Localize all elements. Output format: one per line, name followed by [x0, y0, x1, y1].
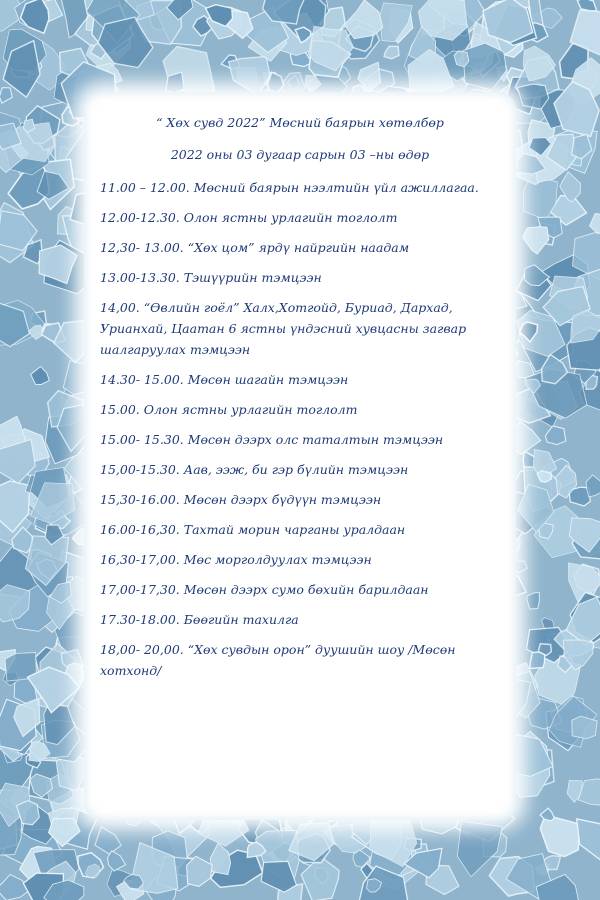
ice-crystal [0, 88, 12, 104]
program-item: 15,30-16.00. Мөсөн дээрх бүдүүн тэмцээн [100, 492, 382, 507]
ice-crystal [545, 426, 566, 445]
ice-crystal [577, 0, 597, 11]
program-item: 15.00. Олон ястны урлагийн тоглолт [100, 402, 358, 417]
program-item-list [100, 177, 500, 681]
program-item: 14,00. “Өвлийн гоёл” Халх,Хотгойд, Буриад, Дархад, Урианхай, Цаатан 6 ястны үндэсний хувцасны загвар шалгаруулах тэмцээн [100, 300, 467, 357]
program-item: 12.00-12.30. Олон ястны урлагийн тоглолт [100, 210, 398, 225]
ice-crystal [527, 593, 539, 610]
ice-crystal [590, 214, 600, 234]
ice-crystal [31, 367, 50, 385]
ice-crystal [523, 227, 549, 254]
program-title: “ Хөх сувд 2022” Мөсний баярын хөтөлбөр [156, 115, 444, 130]
program-date: 2022 оны 03 дугаар сарын 03 –ны өдөр [170, 147, 430, 162]
program-item: 15.00- 15.30. Мөсөн дээрх олс таталтын тэмцээн [100, 432, 444, 447]
ice-crystal [572, 716, 597, 739]
ice-crystal [344, 0, 383, 39]
program-content [100, 112, 500, 690]
ice-crystal [586, 475, 600, 497]
ice-crystal [301, 859, 339, 900]
ice-crystal [530, 652, 545, 668]
ice-crystal [540, 808, 554, 821]
ice-crystal [463, 43, 506, 90]
ice-crystal [21, 0, 50, 33]
ice-crystal [0, 875, 29, 900]
program-item: 14.30- 15.00. Мөсөн шагайн тэмцээн [100, 372, 349, 387]
program-item: 13.00-13.30. Тэшүүрийн тэмцээн [100, 270, 322, 285]
program-item: 18,00- 20,00. “Хөх сувдын орон” дуушийн шоу /Мөсөн хотхонд/ [100, 642, 456, 678]
program-item: 11.00 – 12.00. Мөсний баярын нээлтийн үйл ажиллагаа. [100, 180, 479, 195]
ice-crystal [108, 851, 126, 871]
program-item: 17,00-17,30. Мөсөн дээрх сумо бөхийн барилдаан [100, 582, 429, 597]
program-item: 16,30-17,00. Мөс морголдуулах тэмцээн [100, 552, 372, 567]
program-item: 16.00-16,30. Тахтай морин чарганы уралдаан [100, 522, 406, 537]
ice-crystal [229, 57, 270, 96]
ice-crystal [95, 827, 121, 854]
program-item: 17.30-18.00. Бөөгийн тахилга [100, 612, 299, 627]
ice-crystal [380, 3, 413, 42]
program-item: 12,30- 13.00. “Хөх цом” ярдү найргийн наадам [100, 240, 410, 255]
ice-crystal [210, 843, 230, 874]
ice-crystal [540, 815, 579, 857]
ice-crystal [577, 819, 600, 860]
ice-crystal [384, 46, 399, 58]
program-item: 15,00-15.30. Аав, ээж, би гэр бүлийн тэмцээн [100, 462, 409, 477]
